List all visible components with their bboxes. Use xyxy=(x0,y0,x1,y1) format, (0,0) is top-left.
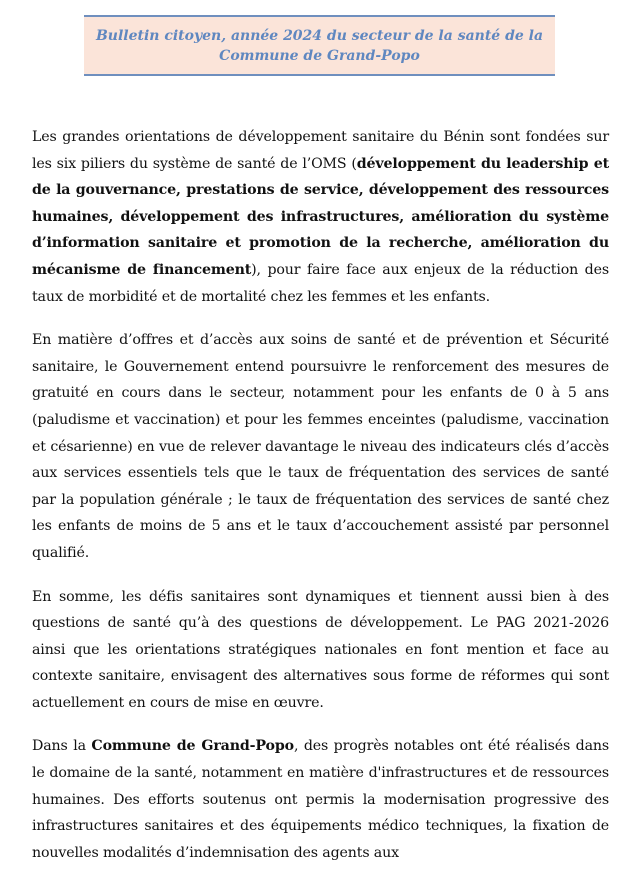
bulletin-title xyxy=(88,26,551,66)
paragraph-challenges: En somme, les défis sanitaires sont dynamiques et tiennent aussi bien à des questions de santé qu’à des questions de développement. Le PAG 2021-2026 ainsi que les orientations stratégiques nationales en font mention et face au contexte sanitaire, envisagent des alternatives sous forme de réformes qui sont actuellement en cours de mise en œuvre. xyxy=(32,588,609,711)
paragraph-text: Les grandes orientations de développement sanitaire du Bénin sont fondées sur les six piliers du système de santé de l’OMS ( xyxy=(32,129,609,172)
paragraph-text: ), pour faire face aux enjeux de la réduction des taux de morbidité et de mortalité chez les femmes et les enfants. xyxy=(32,261,609,305)
bulletin-title-banner xyxy=(84,15,555,76)
paragraph-text: Dans la xyxy=(32,738,92,755)
bulletin-title-line2: Commune de Grand-Popo xyxy=(219,47,420,64)
paragraph-access-to-care: En matière d’offres et d’accès aux soins de santé et de prévention et Sécurité sanitaire, le Gouvernement entend poursuivre le renforcement des mesures de gratuité en cours dans le secteur, notamment pour les enfants de 0 à 5 ans (paludisme et vaccination) et pour les femmes enceintes (paludisme, vaccination et césarienne) en vue de relever davantage le niveau des indicateurs clés d’accès aux services essentiels tels que le taux de fréquentation des services de santé par la population générale ; le taux de fréquentation des services de santé chez les enfants de moins de 5 ans et le taux d’accouchement assisté par personnel qualifié. xyxy=(32,332,609,561)
paragraph-bold-commune: Commune de Grand-Popo xyxy=(91,738,294,755)
bulletin-title-line1: Bulletin citoyen, année 2024 du secteur de la santé de la xyxy=(95,27,544,44)
paragraph-grand-popo xyxy=(32,733,609,866)
paragraph-who-pillars xyxy=(32,124,609,310)
paragraph-text: , des progrès notables ont été réalisés dans le domaine de la santé, notamment en matière d'infrastructures et de ressources humaines. Des efforts soutenus ont permis la modernisation progressive des infrastructures sanitaires et des équipements médico techniques, la fixation de nouvelles modalités d’indemnisation des agents aux xyxy=(32,738,609,861)
document-body xyxy=(32,124,609,883)
paragraph-bold-pillars: développement du leadership et de la gouvernance, prestations de service, développement des ressources humaines, développement des infrastructures, amélioration du système d’information sanitaire et promotion de la recherche, amélioration du mécanisme de financement xyxy=(32,155,609,278)
